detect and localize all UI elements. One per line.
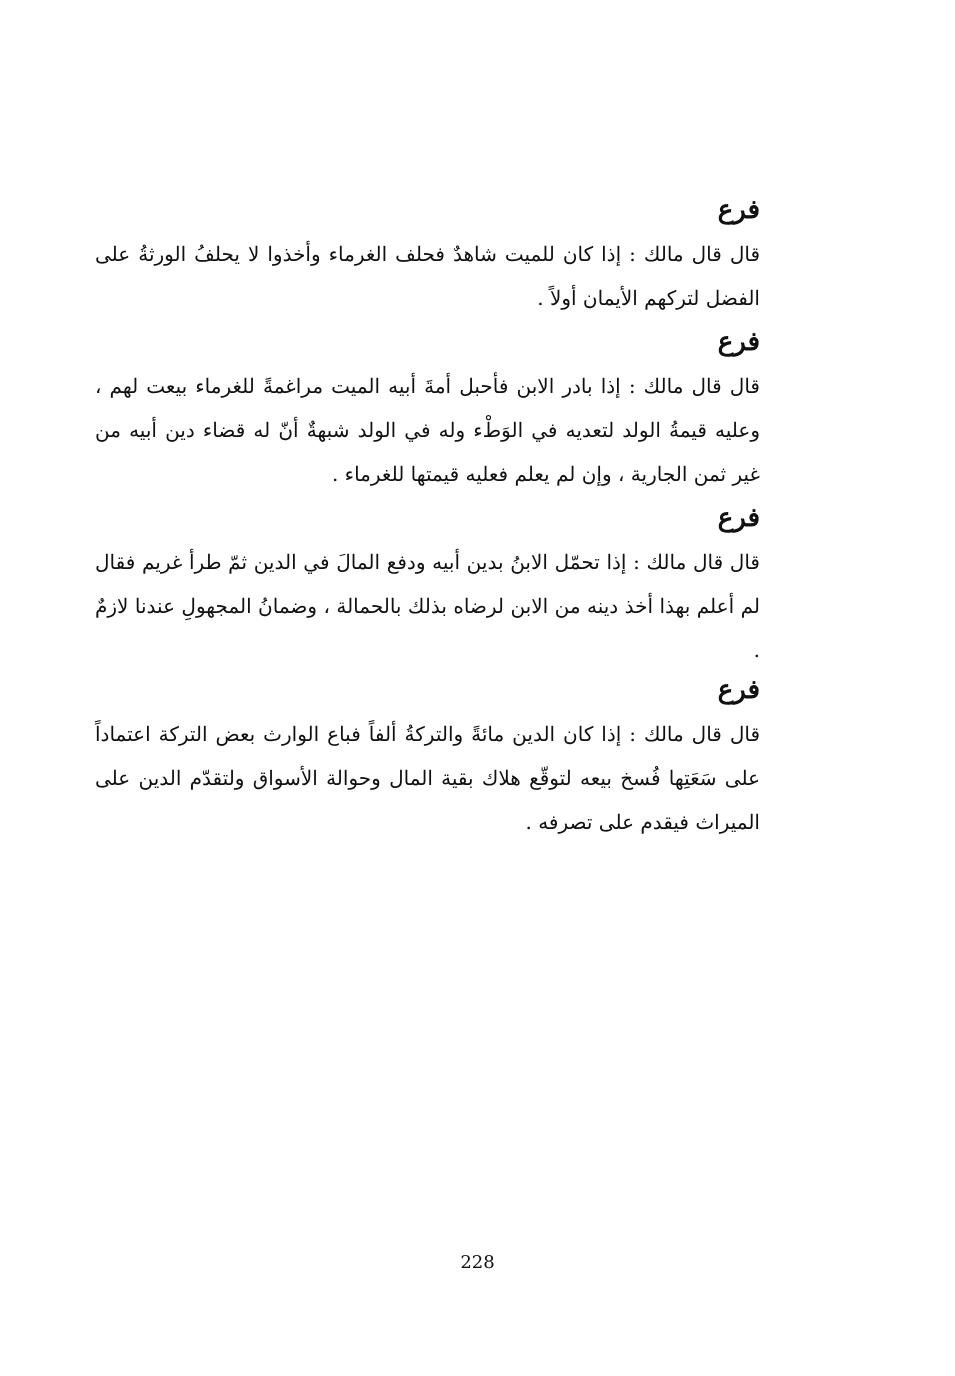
section-2: [95, 320, 760, 496]
section-heading: فرع: [717, 327, 760, 357]
page-number: 228: [460, 1252, 495, 1273]
section-paragraph: قال قال مالك : إذا تحمّل الابنُ بدين أبيه ودفع المالَ في الدين ثمّ طرأ غريم فقال لم أعلم بهذا أخذ دينه من الابن لرضاه بذلك بالحمالة ، وضمانُ المجهولِ عندنا لازمٌ .: [95, 550, 760, 662]
section-paragraph: قال قال مالك : إذا بادر الابن فأحبل أمةَ أبيه الميت مراغمةً للغرماء بيعت لهم ، وعليه قيمةُ الولد لتعديه في الوَطْء وله في الولد شبهةٌ أنّ له قضاء دين أبيه من غير ثمن الجارية ، وإن لم يعلم فعليه قيمتها للغرماء .: [95, 374, 760, 486]
section-paragraph: قال قال مالك : إذا كان للميت شاهدٌ فحلف الغرماء وأخذوا لا يحلفُ الورثةُ على الفضل لتركهم الأيمان أولاً .: [95, 242, 760, 310]
section-heading: فرع: [717, 503, 760, 533]
section-3: [95, 496, 760, 672]
section-paragraph: قال قال مالك : إذا كان الدين مائةً والتركةُ ألفاً فباع الوارث بعض التركة اعتماداً على سَعَتِها فُسخ بيعه لتوقّع هلاك بقية المال وحوالة الأسواق ولتقدّم الدين على الميراث فيقدم على تصرفه .: [95, 722, 760, 834]
section-heading: فرع: [717, 675, 760, 705]
section-4: [95, 668, 760, 844]
section-heading: فرع: [717, 195, 760, 225]
section-1: [95, 188, 760, 320]
